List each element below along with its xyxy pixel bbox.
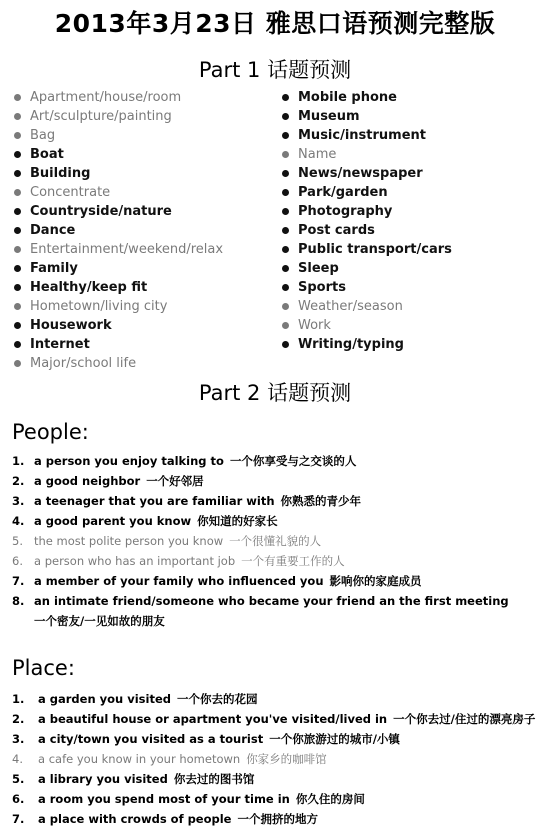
question-chinese: 你知道的好家长 [197,514,278,528]
topic-label: Hometown/living city [30,299,168,314]
bullet-icon [14,94,21,101]
question-chinese: 一个你去的花园 [177,692,258,706]
topic-item [14,164,223,183]
topic-item [282,145,452,164]
question-number: 3. [12,494,25,508]
bullet-icon [282,341,289,348]
topic-item [14,278,223,297]
question-english: an intimate friend/someone who became your friend an the first meeting [34,594,509,608]
question-english: a member of your family who influenced you [34,574,324,588]
bullet-icon [282,189,289,196]
bullet-icon [282,151,289,158]
topic-item [14,316,223,335]
people-list [12,451,542,631]
bullet-icon [282,94,289,101]
bullet-icon [14,132,21,139]
topic-label: Apartment/house/room [30,90,182,105]
topic-label: Museum [298,109,360,124]
question-item [12,749,542,769]
question-chinese: 你去过的图书馆 [173,772,255,786]
topic-label: Art/sculpture/painting [30,109,172,124]
question-number: 6. [12,554,23,568]
topic-item [282,335,452,354]
bullet-icon [14,341,21,348]
question-chinese: 一个好邻居 [146,474,204,488]
bullet-icon [282,170,289,177]
question-english: a teenager that you are familiar with [34,494,275,508]
topic-label: Weather/season [298,299,403,314]
bullet-icon [14,360,21,367]
topic-label: Park/garden [298,185,388,200]
topic-label: Countryside/nature [30,204,172,219]
question-item [12,571,542,591]
question-body [34,591,509,631]
question-item [12,689,542,709]
topic-item [14,107,223,126]
question-english: a beautiful house or apartment you've visited/lived in [38,712,388,726]
topic-item [282,278,452,297]
topic-label: Music/instrument [298,128,427,143]
question-item [12,531,542,551]
question-item [12,511,542,531]
topic-item [282,126,452,145]
question-english: a room you spend most of your time in [38,792,290,806]
topic-label: Mobile phone [298,90,397,105]
place-section-title: Place: [12,656,75,680]
topic-item [282,221,452,240]
question-number: 1. [12,454,25,468]
question-english: a person who has an important job [34,554,236,568]
topic-label: Bag [30,128,56,143]
topic-label: Boat [30,147,64,162]
question-item [12,729,542,749]
bullet-icon [282,303,289,310]
question-number: 2. [12,474,25,488]
question-number: 3. [12,732,25,746]
question-item [12,789,542,809]
topic-item [14,335,223,354]
question-chinese: 影响你的家庭成员 [329,574,422,588]
bullet-icon [282,208,289,215]
topic-item [14,221,223,240]
page-title: 2013年3月23日 雅思口语预测完整版 [54,9,496,38]
bullet-icon [14,246,21,253]
topic-label: Sports [298,280,346,295]
question-item [12,491,542,511]
question-chinese: 一个拥挤的地方 [237,812,318,826]
question-chinese: 一个有重要工作的人 [241,554,345,568]
question-item [12,809,542,829]
topic-item [14,354,223,373]
topic-item [14,88,223,107]
question-chinese: 一个你旅游过的城市/小镇 [269,732,400,746]
question-number: 6. [12,792,25,806]
topic-label: Sleep [298,261,339,276]
topic-label: Work [298,318,331,333]
question-english: a city/town you visited as a tourist [38,732,264,746]
question-chinese: 一个你去过/住过的漂亮房子 [393,712,536,726]
topic-label: Name [298,147,337,162]
topic-label: Internet [30,337,90,352]
bullet-icon [14,113,21,120]
topic-item [282,164,452,183]
bullet-icon [282,284,289,291]
bullet-icon [14,303,21,310]
question-chinese: 你久住的房间 [295,792,365,806]
topic-item [14,183,223,202]
question-number: 7. [12,574,25,588]
topic-item [282,259,452,278]
question-number: 4. [12,752,23,766]
topic-item [14,240,223,259]
part1-topics-left [14,88,223,373]
bullet-icon [282,265,289,272]
topic-item [14,259,223,278]
bullet-icon [14,322,21,329]
bullet-icon [282,246,289,253]
topic-item [14,202,223,221]
question-number: 4. [12,514,25,528]
question-item [12,591,542,631]
bullet-icon [282,322,289,329]
topic-label: Photography [298,204,393,219]
bullet-icon [14,265,21,272]
topic-item [14,145,223,164]
question-number: 2. [12,712,25,726]
question-number: 5. [12,772,25,786]
topic-label: Writing/typing [298,337,404,352]
bullet-icon [282,113,289,120]
bullet-icon [14,189,21,196]
question-number: 1. [12,692,25,706]
question-english: a good parent you know [34,514,192,528]
topic-item [282,297,452,316]
topic-item [282,240,452,259]
bullet-icon [282,132,289,139]
question-chinese: 一个密友/一见如故的朋友 [34,614,165,628]
question-english: a place with crowds of people [38,812,232,826]
topic-item [282,88,452,107]
bullet-icon [282,227,289,234]
topic-label: Major/school life [30,356,137,371]
bullet-icon [14,170,21,177]
question-number: 8. [12,594,25,608]
people-section-title: People: [12,420,89,444]
question-english: a good neighbor [34,474,141,488]
question-chinese: 一个你享受与之交谈的人 [229,454,357,468]
question-english: a library you visited [38,772,168,786]
topic-label: Post cards [298,223,375,238]
question-item [12,471,542,491]
topic-label: Dance [30,223,76,238]
topic-item [282,316,452,335]
bullet-icon [14,284,21,291]
part1-heading: Part 1 话题预测 [198,58,352,82]
topic-item [14,126,223,145]
question-english: a garden you visited [38,692,171,706]
question-english: a person you enjoy talking to [34,454,224,468]
part1-topics-right [282,88,452,354]
question-item [12,551,542,571]
topic-label: Entertainment/weekend/relax [30,242,224,257]
question-item [12,769,542,789]
question-chinese: 你家乡的咖啡馆 [246,752,327,766]
question-chinese: 一个很懂礼貌的人 [229,534,322,548]
question-number: 7. [12,812,25,826]
topic-label: Building [30,166,91,181]
place-list [12,689,542,829]
bullet-icon [14,208,21,215]
part2-heading: Part 2 话题预测 [198,381,352,405]
topic-item [282,183,452,202]
question-number: 5. [12,534,23,548]
topic-label: Concentrate [30,185,111,200]
question-item [12,451,542,471]
topic-label: Public transport/cars [298,242,452,257]
topic-item [14,297,223,316]
question-english: a cafe you know in your hometown [38,752,241,766]
topic-item [282,202,452,221]
topic-label: News/newspaper [298,166,423,181]
topic-label: Housework [30,318,112,333]
bullet-icon [14,227,21,234]
topic-item [282,107,452,126]
question-english: the most polite person you know [34,534,224,548]
topic-label: Family [30,261,78,276]
topic-label: Healthy/keep fit [30,280,148,295]
question-chinese: 你熟悉的青少年 [280,494,362,508]
bullet-icon [14,151,21,158]
question-item [12,709,542,729]
